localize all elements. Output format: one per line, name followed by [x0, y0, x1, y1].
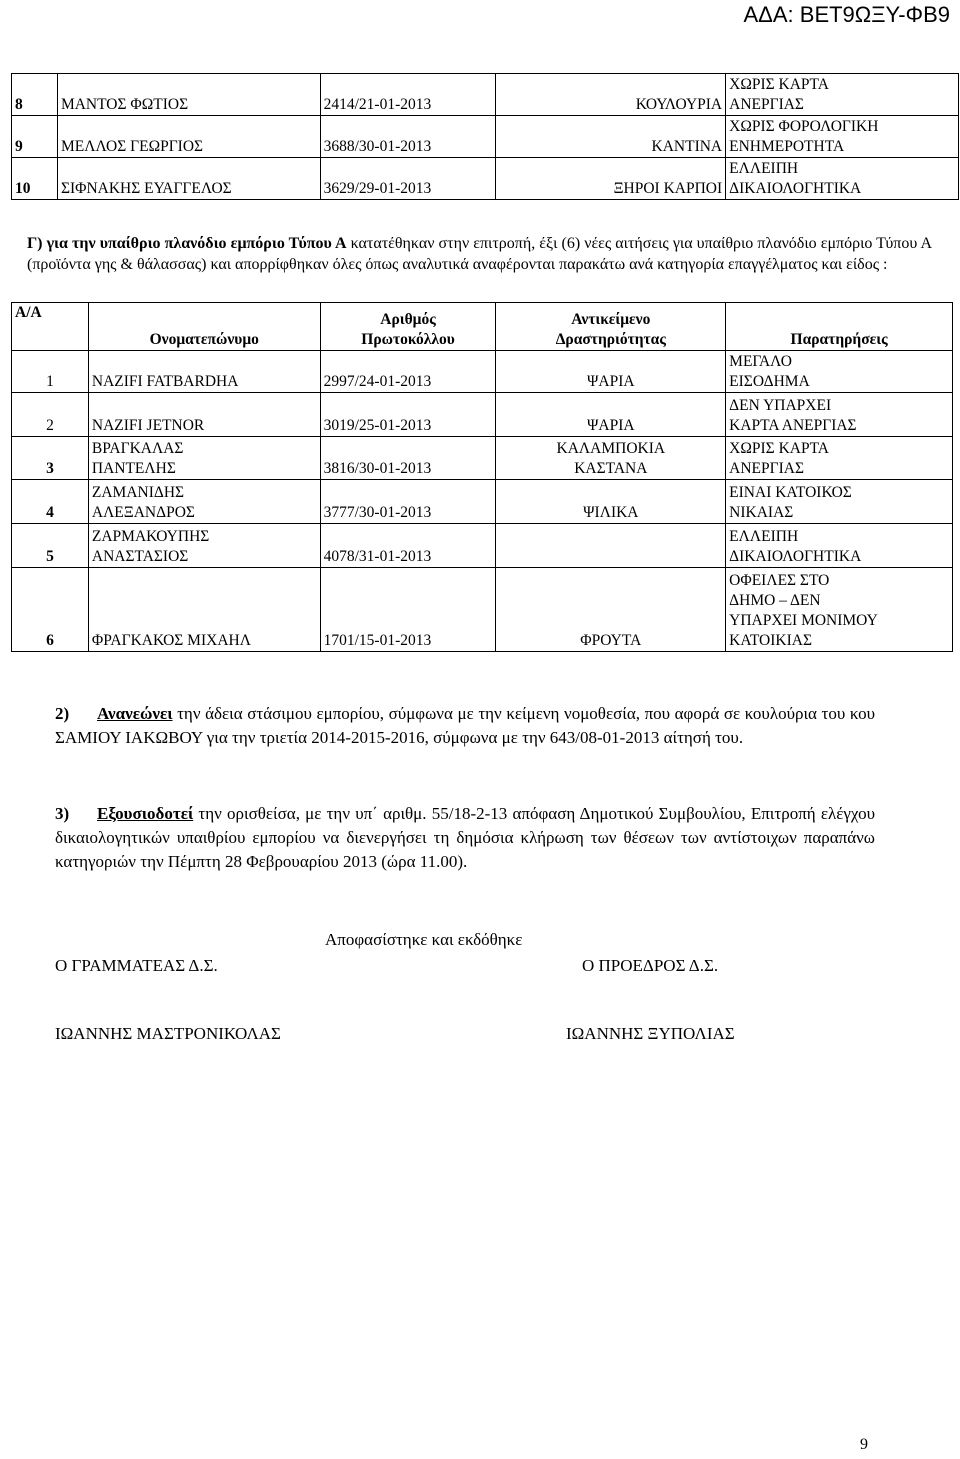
remarks: ΧΩΡΙΣ ΚΑΡΤΑ ΑΝΕΡΓΙΑΣ: [726, 437, 953, 480]
applicant-name: ΖΑΜΑΝΙΔΗΣ ΑΛΕΞΑΝΔΡΟΣ: [88, 480, 320, 524]
applicant-name: ΒΡΑΓΚΑΛΑΣ ΠΑΝΤΕΛΗΣ: [88, 437, 320, 480]
remarks: ΕΛΛΕΙΠΗ ΔΙΚΑΙΟΛΟΓΗΤΙΚΑ: [726, 158, 959, 200]
row-number: 8: [12, 74, 58, 116]
row-number: 9: [12, 116, 58, 158]
table-row: [12, 480, 953, 524]
remarks: ΔΕΝ ΥΠΑΡΧΕΙ ΚΑΡΤΑ ΑΝΕΡΓΙΑΣ: [726, 393, 953, 437]
section-g-label: Γ) για την υπαίθριο πλανόδιο εμπόριο Τύπου Α: [27, 235, 347, 252]
protocol-number: 2414/21-01-2013: [320, 74, 496, 116]
activity-subject: ΚΑΛΑΜΠΟΚΙΑ ΚΑΣΤΑΝΑ: [496, 437, 726, 480]
table-row: [12, 524, 953, 568]
item-2-number: 2): [55, 704, 70, 723]
activity-subject: ΨΑΡΙΑ: [496, 393, 726, 437]
applicant-name: ΜΕΛΛΟΣ ΓΕΩΡΓΙΟΣ: [57, 116, 320, 158]
activity-subject: ΞΗΡΟΙ ΚΑΡΠΟΙ: [496, 158, 726, 200]
activity-subject: ΦΡΟΥΤΑ: [496, 568, 726, 652]
president-name: ΙΩΑΝΝΗΣ ΞΥΠΟΛΙΑΣ: [566, 1024, 735, 1043]
row-number: 1: [12, 351, 89, 393]
protocol-number: 3777/30-01-2013: [320, 480, 496, 524]
row-number: 2: [12, 393, 89, 437]
item-2-paragraph: [55, 702, 875, 750]
item-3-verb: Εξουσιοδοτεί: [97, 804, 194, 823]
activity-subject: [496, 524, 726, 568]
protocol-number: 1701/15-01-2013: [320, 568, 496, 652]
table-row: [12, 116, 959, 158]
applicant-name: ΖΑΡΜΑΚΟΥΠΗΣ ΑΝΑΣΤΑΣΙΟΣ: [88, 524, 320, 568]
applications-table-continued: [11, 73, 959, 200]
row-number: 10: [12, 158, 58, 200]
table-row: [12, 74, 959, 116]
table-row: [12, 568, 953, 652]
president-title: Ο ΠΡΟΕΔΡΟΣ Δ.Σ.: [582, 956, 719, 975]
header-aa: Α/Α: [12, 303, 89, 351]
applicant-name: NAZIFI FATBARDHA: [88, 351, 320, 393]
header-protocol: Αριθμός Πρωτοκόλλου: [320, 303, 496, 351]
section-g-paragraph: [27, 233, 932, 275]
header-name: Ονοματεπώνυμο: [88, 303, 320, 351]
activity-subject: ΚΑΝΤΙΝΑ: [496, 116, 726, 158]
protocol-number: 3688/30-01-2013: [320, 116, 496, 158]
protocol-number: 4078/31-01-2013: [320, 524, 496, 568]
remarks: ΜΕΓΑΛΟ ΕΙΣΟΔΗΜΑ: [726, 351, 953, 393]
activity-subject: ΚΟΥΛΟΥΡΙΑ: [496, 74, 726, 116]
applicant-name: ΣΙΦΝΑΚΗΣ ΕΥΑΓΓΕΛΟΣ: [57, 158, 320, 200]
street-vendor-rejections-table: [11, 302, 953, 652]
header-remarks: Παρατηρήσεις: [726, 303, 953, 351]
table-row: [12, 351, 953, 393]
remarks: ΧΩΡΙΣ ΦΟΡΟΛΟΓΙΚΗ ΕΝΗΜΕΡΟΤΗΤΑ: [726, 116, 959, 158]
row-number: 3: [12, 437, 89, 480]
header-subject: Αντικείμενο Δραστηριότητας: [496, 303, 726, 351]
protocol-number: 2997/24-01-2013: [320, 351, 496, 393]
remarks: ΧΩΡΙΣ ΚΑΡΤΑ ΑΝΕΡΓΙΑΣ: [726, 74, 959, 116]
item-3-text: την ορισθείσα, με την υπ΄ αριθμ. 55/18-2-13 απόφαση Δημοτικού Συμβουλίου, Επιτροπή ελέγχου δικαιολογητικών υπαιθρίου εμπορίου να διενεργήσει τη δημόσια κλήρωση των θέσεων των αντίστοιχων παραπάνω κατηγοριών την Πέμπτη 28 Φεβρουαρίου 2013 (ώρα 11.00).: [55, 804, 875, 871]
item-3-paragraph: [55, 802, 875, 874]
row-number: 6: [12, 568, 89, 652]
item-2-verb: Ανανεώνει: [97, 704, 173, 723]
section-g-text: κατατέθηκαν στην επιτροπή, έξι (6) νέες αιτήσεις για υπαίθριο πλανόδιο εμπόριο Τύπου Α (προϊόντα γης & θάλασσας) και απορρίφθηκαν όλες όπως αναλυτικά αναφέρονται παρακάτω ανά κατηγορία επαγγέλματος και είδος :: [27, 235, 933, 273]
row-number: 5: [12, 524, 89, 568]
activity-subject: ΨΑΡΙΑ: [496, 351, 726, 393]
applicant-name: NAZIFI JETNOR: [88, 393, 320, 437]
item-3-number: 3): [55, 804, 70, 823]
protocol-number: 3816/30-01-2013: [320, 437, 496, 480]
activity-subject: ΨΙΛΙΚΑ: [496, 480, 726, 524]
document-code-header: ΑΔΑ: ΒΕΤ9ΩΞΥ-ΦΒ9: [743, 2, 950, 27]
secretary-title: Ο ΓΡΑΜΜΑΤΕΑΣ Δ.Σ.: [55, 956, 218, 975]
page-number: 9: [860, 1436, 868, 1453]
protocol-number: 3629/29-01-2013: [320, 158, 496, 200]
protocol-number: 3019/25-01-2013: [320, 393, 496, 437]
remarks: ΕΛΛΕΙΠΗ ΔΙΚΑΙΟΛΟΓΗΤΙΚΑ: [726, 524, 953, 568]
applicant-name: ΜΑΝΤΟΣ ΦΩΤΙΟΣ: [57, 74, 320, 116]
table-header-row: [12, 303, 953, 351]
applicant-name: ΦΡΑΓΚΑΚΟΣ ΜΙΧΑΗΛ: [88, 568, 320, 652]
remarks: ΕΙΝΑΙ ΚΑΤΟΙΚΟΣ ΝΙΚΑΙΑΣ: [726, 480, 953, 524]
table-row: [12, 393, 953, 437]
table-row: [12, 437, 953, 480]
remarks: ΟΦΕΙΛΕΣ ΣΤΟ ΔΗΜΟ – ΔΕΝ ΥΠΑΡΧΕΙ ΜΟΝΙΜΟΥ ΚΑΤΟΙΚΙΑΣ: [726, 568, 953, 652]
row-number: 4: [12, 480, 89, 524]
table-row: [12, 158, 959, 200]
decision-statement: Αποφασίστηκε και εκδόθηκε: [325, 930, 523, 949]
item-2-text: την άδεια στάσιμου εμπορίου, σύμφωνα με την κείμενη νομοθεσία, που αφορά σε κουλούρια του κου ΣΑΜΙΟΥ ΙΑΚΩΒΟΥ για την τριετία 2014-2015-2016, σύμφωνα με την 643/08-01-2013 αίτησή του.: [55, 704, 875, 747]
secretary-name: ΙΩΑΝΝΗΣ ΜΑΣΤΡΟΝΙΚΟΛΑΣ: [55, 1024, 281, 1043]
